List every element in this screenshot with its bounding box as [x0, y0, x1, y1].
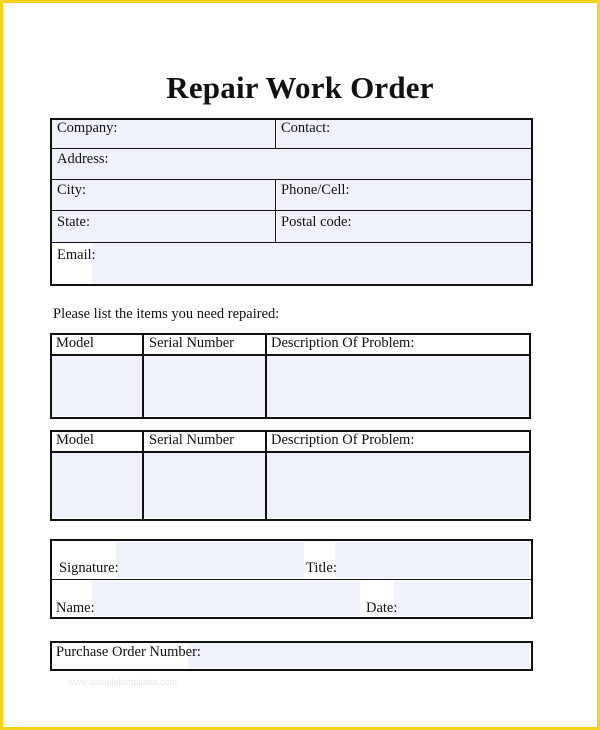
purchase-order-label: Purchase Order Number: [56, 644, 201, 660]
problem-description-header: Description Of Problem: [271, 335, 415, 351]
title-label: Title: [306, 560, 337, 576]
column-divider [265, 431, 267, 520]
column-divider [142, 334, 144, 418]
address-label: Address: [57, 151, 109, 167]
company-label: Company: [57, 120, 118, 136]
postal-code-label: Postal code: [281, 214, 352, 230]
document-title: Repair Work Order [166, 70, 434, 105]
state-label: State: [57, 214, 91, 230]
city-label: City: [57, 182, 87, 198]
serial-number-header: Serial Number [149, 335, 234, 351]
serial-number-header: Serial Number [149, 432, 234, 448]
row-divider [51, 579, 532, 580]
phone-label: Phone/Cell: [281, 182, 350, 198]
signature-label: Signature: [59, 560, 119, 576]
repair-instructions: Please list the items you need repaired: [53, 306, 280, 322]
problem-description-header: Description Of Problem: [271, 432, 415, 448]
customer-info-border [50, 118, 533, 286]
date-label: Date: [366, 600, 398, 616]
email-label: Email: [57, 247, 96, 263]
row-divider [51, 148, 532, 149]
name-label: Name: [56, 600, 95, 616]
header-divider [51, 354, 530, 356]
column-divider [275, 119, 276, 148]
contact-label: Contact: [281, 120, 331, 136]
header-divider [51, 451, 530, 453]
column-divider [142, 431, 144, 520]
model-header: Model [56, 432, 94, 448]
model-header: Model [56, 335, 94, 351]
row-divider [51, 242, 532, 243]
watermark: www.sampletemplates.com [68, 677, 178, 687]
row-divider [51, 210, 532, 211]
column-divider [275, 179, 276, 242]
column-divider [265, 334, 267, 418]
row-divider [51, 179, 532, 180]
